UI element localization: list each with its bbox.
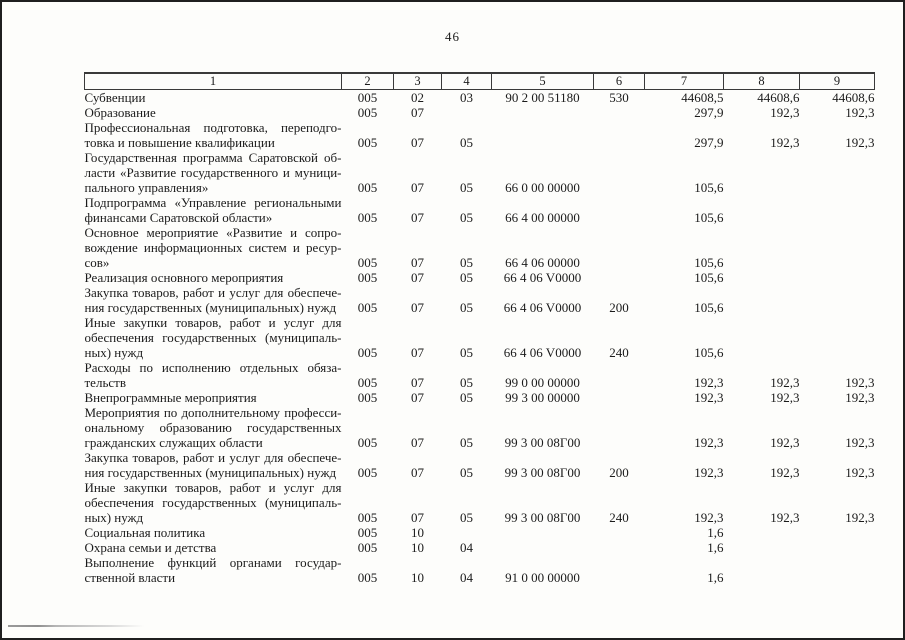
code-cell: 07: [411, 510, 424, 525]
amount-cell: 44608,5: [681, 90, 724, 105]
code-cell: 07: [411, 465, 424, 480]
amount-cell: 192,3: [845, 390, 875, 405]
code-cell: [594, 105, 645, 120]
code-cell: 005: [357, 465, 378, 480]
code-cell: [594, 360, 645, 390]
code-cell: 005: [357, 525, 378, 540]
amount-cell: 297,9: [694, 135, 724, 150]
table-row: [85, 360, 875, 390]
code-cell: 66 4 06 V0000: [503, 345, 582, 360]
amount-cell: 192,3: [694, 375, 724, 390]
column-header: 3: [394, 73, 442, 90]
amount-cell: 192,3: [770, 435, 800, 450]
name-cell: Охрана семьи и детства: [84, 540, 217, 555]
code-cell: 03: [460, 90, 473, 105]
amount-cell: 105,6: [694, 180, 724, 195]
column-header: 8: [724, 73, 800, 90]
code-cell: 005: [357, 570, 378, 585]
code-cell: 05: [460, 510, 473, 525]
table-row: [85, 270, 875, 285]
amount-cell: 192,3: [770, 375, 800, 390]
table-row: [85, 555, 875, 585]
code-cell: [594, 195, 645, 225]
amount-cell: 44608,6: [757, 90, 800, 105]
code-cell: 07: [411, 180, 424, 195]
code-cell: [492, 540, 594, 555]
code-cell: 005: [357, 375, 378, 390]
code-cell: 200: [609, 465, 629, 480]
code-cell: [492, 525, 594, 540]
code-cell: 005: [357, 510, 378, 525]
name-cell: Закупка товаров, работ и услуг для обеспече- ния государственных (муниципальных) нужд: [84, 450, 342, 480]
amount-cell: 192,3: [694, 465, 724, 480]
code-cell: [594, 120, 645, 150]
column-header: 7: [645, 73, 724, 90]
name-cell: Закупка товаров, работ и услуг для обеспече- ния государственных (муниципальных) нужд: [84, 285, 342, 315]
code-cell: 66 4 06 V0000: [503, 270, 582, 285]
code-cell: 02: [411, 90, 424, 105]
code-cell: 005: [357, 135, 378, 150]
column-header: 4: [442, 73, 492, 90]
code-cell: 005: [357, 90, 378, 105]
column-header: 5: [492, 73, 594, 90]
code-cell: 07: [411, 255, 424, 270]
code-cell: 07: [411, 210, 424, 225]
code-cell: 10: [411, 540, 424, 555]
code-cell: 005: [357, 435, 378, 450]
table-row: [85, 150, 875, 195]
code-cell: 99 3 00 00000: [505, 390, 580, 405]
code-cell: [594, 225, 645, 270]
code-cell: [594, 540, 645, 555]
code-cell: 005: [357, 255, 378, 270]
table-row: [85, 450, 875, 480]
budget-table: [84, 72, 875, 585]
column-header: 2: [342, 73, 394, 90]
column-header: 1: [85, 73, 342, 90]
amount-cell: [800, 315, 875, 360]
amount-cell: [800, 540, 875, 555]
code-cell: 005: [357, 270, 378, 285]
code-cell: 66 4 06 00000: [505, 255, 580, 270]
amount-cell: [724, 540, 800, 555]
amount-cell: 192,3: [770, 510, 800, 525]
amount-cell: 192,3: [694, 390, 724, 405]
page-number: 46: [445, 29, 460, 44]
code-cell: 005: [357, 540, 378, 555]
table-row: [85, 105, 875, 120]
amount-cell: [724, 225, 800, 270]
amount-cell: [724, 150, 800, 195]
code-cell: 240: [609, 510, 629, 525]
code-cell: 07: [411, 345, 424, 360]
name-cell: Выполнение функций органами государ- ственной власти: [84, 555, 342, 585]
table-header-row: [85, 73, 875, 90]
code-cell: 05: [460, 375, 473, 390]
code-cell: 05: [460, 435, 473, 450]
code-cell: 66 4 00 00000: [505, 210, 580, 225]
amount-cell: 192,3: [845, 375, 875, 390]
code-cell: 05: [460, 300, 473, 315]
amount-cell: [724, 315, 800, 360]
code-cell: 200: [609, 300, 629, 315]
amount-cell: 192,3: [845, 510, 875, 525]
name-cell: Образование: [84, 105, 156, 120]
code-cell: 99 0 00 00000: [505, 375, 580, 390]
amount-cell: [724, 525, 800, 540]
table-row: [85, 285, 875, 315]
amount-cell: 192,3: [770, 135, 800, 150]
code-cell: 07: [411, 375, 424, 390]
amount-cell: [800, 525, 875, 540]
amount-cell: 1,6: [707, 570, 724, 585]
amount-cell: 105,6: [694, 270, 724, 285]
name-cell: Субвенции: [84, 90, 146, 105]
amount-cell: 192,3: [770, 390, 800, 405]
code-cell: 99 3 00 08Г00: [504, 465, 581, 480]
name-cell: Внепрограммные мероприятия: [84, 390, 257, 405]
code-cell: 005: [357, 345, 378, 360]
code-cell: 240: [609, 345, 629, 360]
amount-cell: [724, 195, 800, 225]
name-cell: Расходы по исполнению отдельных обяза- тельств: [84, 360, 342, 390]
amount-cell: [724, 285, 800, 315]
name-cell: Реализация основного мероприятия: [84, 270, 284, 285]
name-cell: Государственная программа Саратовской об- ласти «Развитие государственного и муници- пального управления»: [84, 150, 342, 195]
name-cell: Иные закупки товаров, работ и услуг для обеспечения государственных (муниципаль- ных) нужд: [84, 315, 342, 360]
code-cell: [594, 390, 645, 405]
code-cell: [594, 270, 645, 285]
code-cell: [594, 555, 645, 585]
table-row: [85, 225, 875, 270]
amount-cell: [800, 285, 875, 315]
code-cell: [594, 525, 645, 540]
code-cell: [442, 525, 492, 540]
code-cell: 07: [411, 135, 424, 150]
amount-cell: [724, 270, 800, 285]
table-row: [85, 90, 875, 106]
table-row: [85, 390, 875, 405]
code-cell: 10: [411, 525, 424, 540]
code-cell: 005: [357, 300, 378, 315]
amount-cell: 297,9: [694, 105, 724, 120]
code-cell: 07: [411, 435, 424, 450]
name-cell: Мероприятия по дополнительному професси- ональному образованию государственных гражданских служащих области: [84, 405, 342, 450]
code-cell: 07: [411, 105, 424, 120]
amount-cell: 192,3: [845, 435, 875, 450]
column-header: 9: [800, 73, 875, 90]
code-cell: 04: [460, 570, 473, 585]
code-cell: [492, 120, 594, 150]
code-cell: 91 0 00 00000: [505, 570, 580, 585]
amount-cell: [800, 555, 875, 585]
scan-artifact: [8, 625, 144, 627]
name-cell: Профессиональная подготовка, переподго- товка и повышение квалификации: [84, 120, 342, 150]
amount-cell: 192,3: [694, 435, 724, 450]
amount-cell: 105,6: [694, 255, 724, 270]
name-cell: Социальная политика: [84, 525, 206, 540]
code-cell: 05: [460, 255, 473, 270]
code-cell: [594, 405, 645, 450]
code-cell: 005: [357, 180, 378, 195]
code-cell: 07: [411, 300, 424, 315]
amount-cell: 105,6: [694, 210, 724, 225]
table-row: [85, 480, 875, 525]
code-cell: 005: [357, 390, 378, 405]
amount-cell: [800, 195, 875, 225]
table-row: [85, 525, 875, 540]
code-cell: [594, 150, 645, 195]
amount-cell: 192,3: [845, 135, 875, 150]
amount-cell: [800, 270, 875, 285]
amount-cell: [724, 555, 800, 585]
amount-cell: 1,6: [707, 540, 724, 555]
code-cell: 99 3 00 08Г00: [504, 510, 581, 525]
code-cell: 99 3 00 08Г00: [504, 435, 581, 450]
amount-cell: 192,3: [845, 465, 875, 480]
amount-cell: [800, 150, 875, 195]
amount-cell: 44608,6: [832, 90, 875, 105]
name-cell: Иные закупки товаров, работ и услуг для обеспечения государственных (муниципаль- ных) нужд: [84, 480, 342, 525]
table-row: [85, 540, 875, 555]
table-row: [85, 405, 875, 450]
code-cell: 005: [357, 210, 378, 225]
code-cell: [442, 105, 492, 120]
code-cell: 05: [460, 135, 473, 150]
name-cell: Основное мероприятие «Развитие и сопро- вождение информационных систем и ресур- сов»: [84, 225, 342, 270]
code-cell: [492, 105, 594, 120]
amount-cell: [800, 225, 875, 270]
table-row: [85, 120, 875, 150]
code-cell: 05: [460, 465, 473, 480]
code-cell: 05: [460, 270, 473, 285]
code-cell: 07: [411, 390, 424, 405]
amount-cell: 192,3: [770, 105, 800, 120]
code-cell: 66 4 06 V0000: [503, 300, 582, 315]
amount-cell: 192,3: [770, 465, 800, 480]
amount-cell: 105,6: [694, 345, 724, 360]
column-header: 6: [594, 73, 645, 90]
amount-cell: 192,3: [845, 105, 875, 120]
table-row: [85, 315, 875, 360]
code-cell: 07: [411, 270, 424, 285]
code-cell: 10: [411, 570, 424, 585]
table-row: [85, 195, 875, 225]
code-cell: 05: [460, 390, 473, 405]
code-cell: 66 0 00 00000: [505, 180, 580, 195]
amount-cell: 105,6: [694, 300, 724, 315]
code-cell: 05: [460, 345, 473, 360]
code-cell: 530: [609, 90, 629, 105]
amount-cell: 192,3: [694, 510, 724, 525]
code-cell: 05: [460, 180, 473, 195]
code-cell: 90 2 00 51180: [505, 90, 580, 105]
code-cell: 005: [357, 105, 378, 120]
code-cell: 04: [460, 540, 473, 555]
amount-cell: 1,6: [707, 525, 724, 540]
name-cell: Подпрограмма «Управление региональными финансами Саратовской области»: [84, 195, 342, 225]
code-cell: 05: [460, 210, 473, 225]
